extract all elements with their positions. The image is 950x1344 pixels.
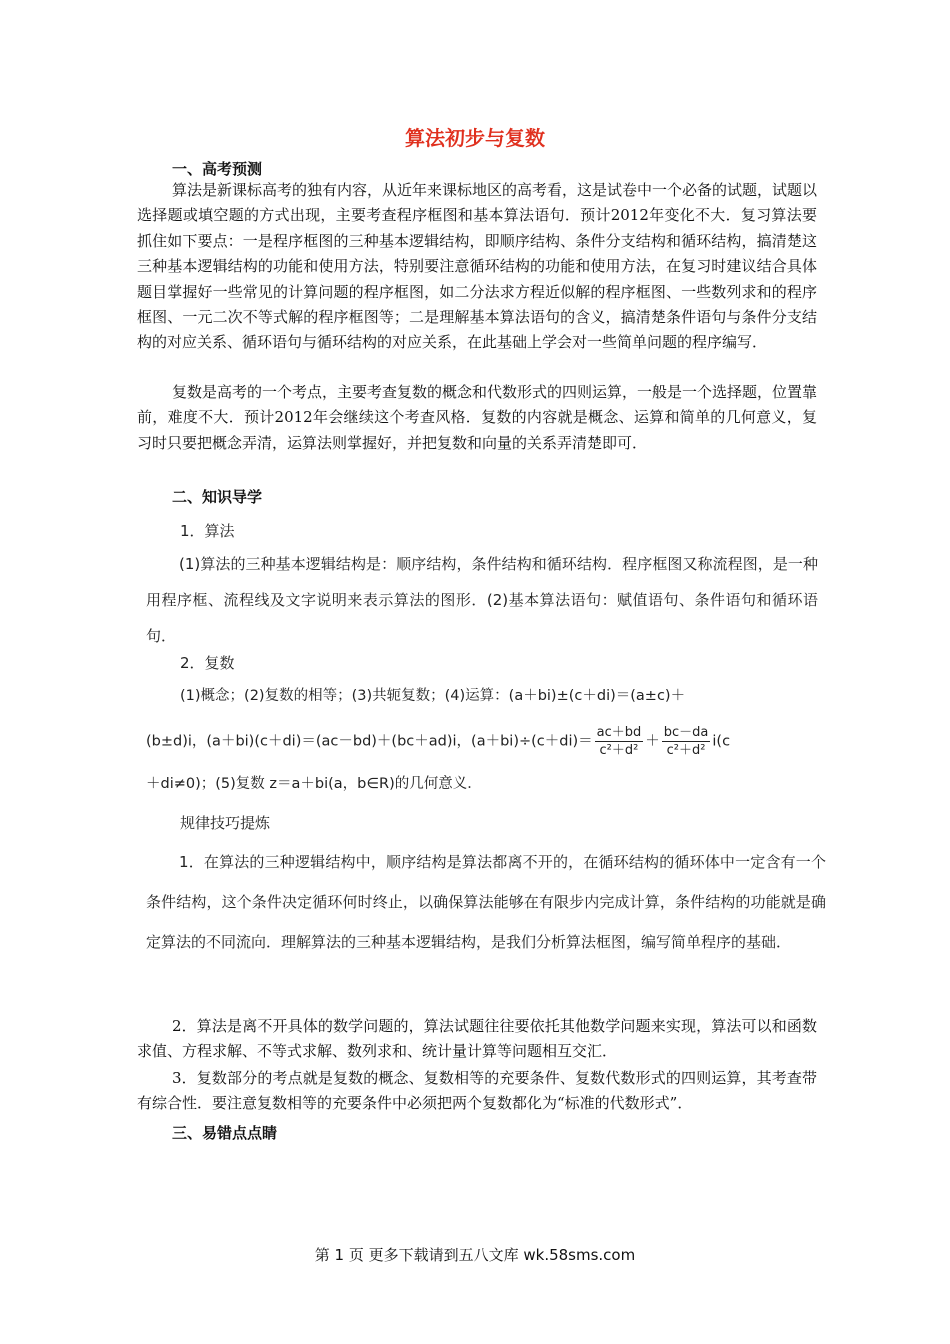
- math-line-2: [146, 724, 730, 759]
- math-line-2-text: (b±d)i，(a＋bi)(c＋di)＝(ac－bd)＋(bc＋ad)i，(a＋bi)÷(c＋di)＝: [146, 733, 593, 750]
- document-title: 算法初步与复数: [405, 126, 545, 150]
- paragraph-algorithm-forecast: 算法是新课标高考的独有内容，从近年来课标地区的高考看，这是试卷中一个必备的试题，试题以选择题或填空题的方式出现，主要考查程序框图和基本算法语句．预计2012年变化不大．复习算法要抓住如下要点：一是程序框图的三种基本逻辑结构，即顺序结构、条件分支结构和循环结构，搞清楚这三种基本逻辑结构的功能和使用方法，特别要注意循环结构的功能和使用方法，在复习时建议结合具体题目掌握好一些常见的计算问题的程序框图，如二分法求方程近似解的程序框图、一些数列求和的程序框图、一元二次不等式解的程序框图等；二是理解基本算法语句的含义，搞清楚条件语句与条件分支结构的对应关系、循环语句与循环结构的对应关系，在此基础上学会对一些简单问题的程序编写．: [137, 181, 818, 352]
- page-footer: 第 1 页 更多下载请到五八文库 wk.58sms.com: [314, 1246, 636, 1264]
- fraction-1-denominator: c²＋d²: [599, 743, 639, 758]
- math-line-3: ＋di≠0)；(5)复数 z＝a＋bi(a，b∈R)的几何意义．: [146, 776, 482, 792]
- section-heading-1: 一、高考预测: [172, 160, 263, 178]
- section-heading-2: 二、知识导学: [172, 488, 263, 506]
- paragraph-tip-1: 1．在算法的三种逻辑结构中，顺序结构是算法都离不开的，在循环结构的循环体中一定含有一个条件结构，这个条件决定循环何时终止，以确保算法能够在有限步内完成计算，条件结构的功能就是确定算法的不同流向．理解算法的三种基本逻辑结构，是我们分析算法框图，编写简单程序的基础．: [146, 853, 826, 951]
- fraction-imag-part: [662, 724, 711, 759]
- paragraph-tip-2: 2．算法是离不开具体的数学问题的，算法试题往往要依托其他数学问题来实现，算法可以和函数求值、方程求解、不等式求解、数列求和、统计量计算等问题相互交汇．: [137, 1017, 817, 1061]
- section-heading-3: 三、易错点点睛: [172, 1124, 278, 1142]
- math-line-1: (1)概念；(2)复数的相等；(3)共轭复数；(4)运算：(a＋bi)±(c＋di)＝(a±c)＋: [180, 688, 686, 704]
- subheading-complex: 2．复数: [180, 654, 235, 672]
- subheading-algorithm: 1．算法: [180, 522, 235, 540]
- plus-sign: ＋: [645, 733, 660, 750]
- fraction-2-numerator: bc－da: [663, 725, 709, 740]
- paragraph-tip-3: 3．复数部分的考点就是复数的概念、复数相等的充要条件、复数代数形式的四则运算，其考查带有综合性．要注意复数相等的充要条件中必须把两个复数都化为“标准的代数形式”．: [137, 1069, 817, 1113]
- fraction-1-numerator: ac＋bd: [596, 725, 642, 740]
- paragraph-algorithm-structures: (1)算法的三种基本逻辑结构是：顺序结构，条件结构和循环结构．程序框图又称流程图，是一种用程序框、流程线及文字说明来表示算法的图形．(2)基本算法语句：赋值语句、条件语句和循环语句．: [146, 555, 818, 645]
- fraction-real-part: [595, 724, 644, 759]
- subheading-tips: 规律技巧提炼: [180, 814, 271, 832]
- paragraph-complex-forecast: 复数是高考的一个考点，主要考查复数的概念和代数形式的四则运算，一般是一个选择题，位置靠前，难度不大．预计2012年会继续这个考查风格．复数的内容就是概念、运算和简单的几何意义，复习时只要把概念弄清，运算法则掌握好，并把复数和向量的关系弄清楚即可．: [137, 383, 818, 452]
- math-line-2-tail: i(c: [712, 733, 731, 750]
- fraction-2-denominator: c²＋d²: [666, 743, 706, 758]
